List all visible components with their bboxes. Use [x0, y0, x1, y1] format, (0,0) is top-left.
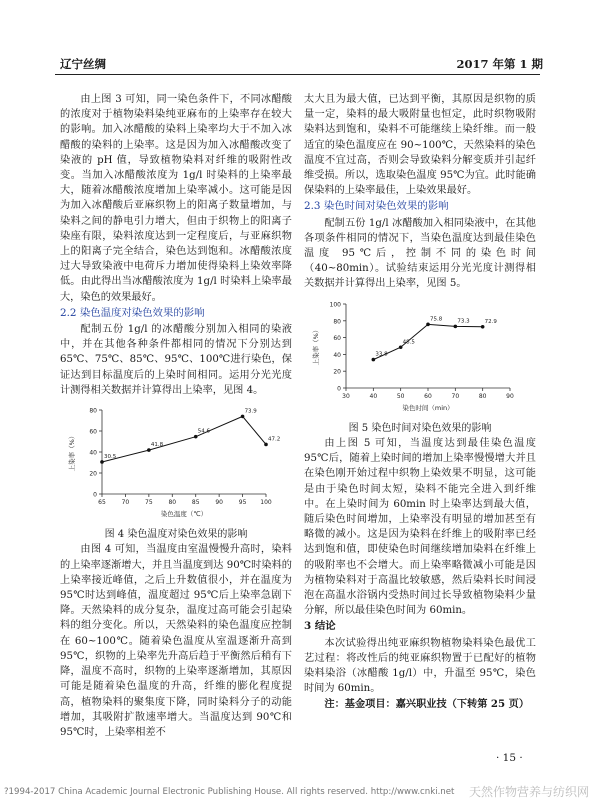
- funding-note: 注：基金项目：嘉兴职业技（下转第 25 页）: [324, 697, 530, 710]
- figure-caption: 图 5 染色时间对染色效果的影响: [348, 422, 492, 434]
- header-rule: [55, 74, 540, 75]
- y-tick-label: 20: [333, 368, 341, 376]
- paragraph: 由上图 3 可知，同一染色条件下，不同冰醋酸的浓度对于植物染料染纯亚麻布的上染率存在较大的影响。加入冰醋酸的染料上染率均大于不加入冰醋酸的染料的上染率。这是因为加入冰醋酸改变了染液的 pH 值，导致植物染料对纤维的吸附性改变。当加入冰醋酸浓度为 1g/l 时染料的上染率最大，随着冰醋酸浓度增加上染率减小。这可能是因为加入冰醋酸后亚麻织物上的阳离子数量增加，与染料之间的静电引力增大，但由于织物上的阳离子染座有限，染料浓度达到一定程度后，与亚麻织物上的阳离子完全结合，染色达到饱和。冰醋酸浓度过大导致染液中电荷斥力增加使得染料上染效率降低。由此得出当冰醋酸浓度为 1g/l 时染料上染率最大，染色的效果最好。: [60, 94, 292, 303]
- section-heading: 3 结论: [304, 620, 336, 633]
- y-axis-label: 上染率（%）: [312, 326, 320, 365]
- data-label: 33.8: [375, 351, 388, 358]
- y-tick-label: 80: [89, 407, 97, 415]
- footer: [0, 787, 595, 797]
- right-column: [304, 92, 536, 712]
- x-tick-label: 75: [145, 499, 153, 507]
- x-tick-label: 40: [369, 392, 378, 400]
- data-point: [372, 357, 376, 361]
- y-tick-label: 80: [333, 317, 341, 325]
- y-tick-label: 60: [333, 334, 341, 342]
- paragraph: 太大且为最大值，已达到平衡，其原因是织物的质量一定，染料的最大吸附量也恒定，此时织物吸附染料达到饱和，染料不可能继续上染纤维。而一般适宜的染色温度应在 90~100℃，天然染料的染色温度不宜过高，否则会导致染料分解变质并引起纤维受损。所以，选取染色温度 95℃为宜。此时能确保染料的上染率最佳，上染效果最好。: [304, 94, 536, 197]
- x-tick-label: 95: [238, 499, 247, 507]
- x-tick-label: 100: [260, 499, 272, 507]
- x-tick-label: 90: [506, 392, 514, 400]
- y-tick-label: 60: [89, 428, 97, 436]
- data-point: [241, 415, 245, 419]
- x-tick-label: 50: [396, 392, 405, 400]
- x-tick-label: 80: [168, 499, 177, 507]
- journal-name: 辽宁丝绸: [60, 57, 106, 71]
- watermark: 天然作物营养与纺织网: [468, 785, 589, 799]
- issue-label: 2017 年第 1 期: [456, 57, 543, 71]
- data-label: 47.2: [268, 436, 281, 443]
- page-number: · 15 ·: [496, 752, 523, 764]
- paragraph: 本次试验得出纯亚麻织物植物染料染色最优工艺过程：将改性后的纯亚麻织物置于已配好的植物染料染浴（冰醋酸 1g/l）中，升温至 95℃，染色时间为 60min。: [304, 637, 536, 695]
- data-point: [481, 325, 485, 329]
- y-tick-label: 20: [89, 470, 97, 478]
- x-tick-label: 80: [478, 392, 487, 400]
- y-tick-label: 100: [329, 301, 341, 309]
- x-axis-label: 染色时间（min）: [402, 403, 454, 412]
- data-label: 75.8: [430, 315, 443, 322]
- data-point: [194, 435, 198, 439]
- section-heading: 2.3 染色时间对染色效果的影响: [304, 200, 449, 213]
- paragraph: 配制五份 1g/l 冰醋酸加入相同染液中，在其他各项条件相同的情况下，当染色温度达到最佳染色温度 95℃后，控制不同的染色时间（40~80min）。试验结束运用分光光度计测得相关数据并计算得出上染率，见图 5。: [304, 217, 536, 290]
- x-tick-label: 70: [121, 499, 130, 507]
- data-point: [426, 322, 430, 326]
- data-label: 73.3: [457, 318, 470, 325]
- figure-5: [304, 296, 536, 419]
- y-axis-label: 上染率（%）: [68, 432, 76, 472]
- data-point: [100, 460, 104, 464]
- data-label: 30.5: [104, 454, 117, 461]
- data-label: 54.6: [197, 428, 210, 435]
- data-point: [454, 324, 458, 328]
- section-heading: 2.2 染色温度对染色效果的影响: [60, 306, 205, 319]
- x-tick-label: 85: [191, 499, 200, 507]
- data-label: 41.8: [150, 442, 164, 449]
- data-label: 72.9: [484, 318, 497, 325]
- data-point: [147, 448, 151, 452]
- x-tick-label: 60: [424, 392, 432, 400]
- data-point: [399, 345, 403, 349]
- figure-4: [60, 402, 292, 525]
- series-line: [102, 416, 266, 462]
- chart-time: [304, 296, 536, 414]
- series-line: [373, 324, 482, 359]
- x-tick-label: 90: [215, 499, 223, 507]
- paragraph: 由上图 5 可知，当温度达到最佳染色温度 95℃后，随着上染时间的增加上染率慢慢增大并且在染色刚开始过程中织物上染效果不明显，这可能是由于染色时间太短，染料不能完全进入到纤维中。在上染时间为 60min 时上染率达到最大值，随后染色时间增加，上染率没有明显的增加甚至有略微的减小。这是因为染料在纤维上的吸附率已经达到饱和值，即使染色时间继续增加染料在纤维上的吸附率也不会增大。而上染率略微减小可能是因为植物染料对于高温比较敏感，然后染料长时间浸泡在高温水浴锅内受热时间过长导致植物染料少量分解，所以最佳染色时间为 60min。: [304, 438, 536, 617]
- y-tick-label: 0: [337, 385, 341, 393]
- paragraph: 由图 4 可知，当温度由室温慢慢升高时，染料的上染率逐渐增大，并且当温度到达 90℃时染料的上染率接近峰值，之后上升数值很小，并在温度为 95℃时达到峰值，温度超过 95℃后上染率急剧下降。天然染料的成分复杂，温度过高可能会引起染料的组分变化。所以，天然染料的染色温度应控制在 60~100℃。随着染色温度从室温逐渐升高到 95℃，织物的上染率先升高后趋于平衡然后稍有下降，温度不高时，织物的上染率逐渐增加，其原因可能是随着染色温度的升高，纤维的膨化程度提高，植物染料的聚集度下降，同时染料分子的动能增加，其吸附扩散速率增大。当温度达到 90℃和 95℃时，上染率相差不: [60, 544, 292, 738]
- data-label: 48.5: [402, 338, 415, 345]
- chart-temperature: [60, 402, 292, 520]
- x-tick-label: 30: [342, 392, 350, 400]
- left-column: [60, 92, 292, 740]
- figure-caption: 图 4 染色温度对染色效果的影响: [104, 529, 248, 541]
- y-tick-label: 0: [93, 491, 97, 499]
- data-label: 73.9: [244, 408, 257, 415]
- copyright-line: ?1994-2017 China Academic Journal Electronic Publishing House. All rights reserved. http://www.cnki.net: [4, 787, 455, 797]
- x-axis-label: 染色温度（℃）: [160, 510, 208, 519]
- x-tick-label: 65: [98, 499, 106, 507]
- y-tick-label: 40: [333, 351, 341, 359]
- y-tick-label: 40: [89, 449, 97, 457]
- x-tick-label: 70: [451, 392, 460, 400]
- data-point: [264, 443, 268, 447]
- paragraph: 配制五份 1g/l 的冰醋酸分别加入相同的染液中，并在其他各种条件都相同的情况下分别达到 65℃、75℃、85℃、95℃、100℃进行染色，保证达到目标温度后的上染时间相同。运用分光光度计测得相关数据并计算得出上染率，见图 4。: [60, 324, 292, 396]
